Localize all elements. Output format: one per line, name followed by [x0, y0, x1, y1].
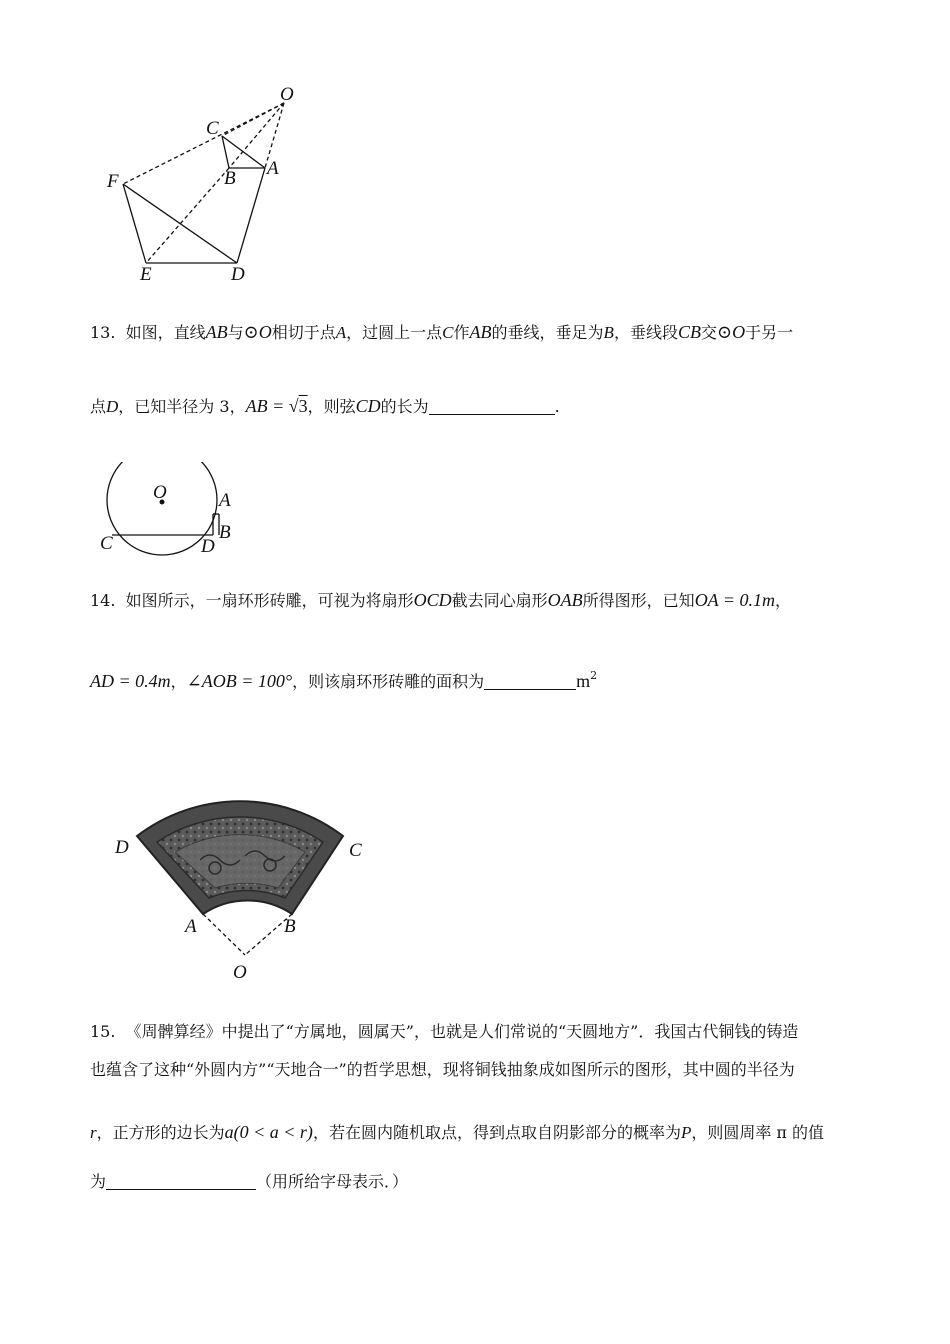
- label-C: C: [349, 840, 362, 861]
- label-D: D: [201, 536, 215, 557]
- answer-blank-15: [106, 1173, 256, 1190]
- circle-figure-13: [95, 462, 245, 562]
- label-C: C: [206, 118, 219, 139]
- brick-carving-figure-14: [105, 790, 385, 985]
- problem-14-line-2: AD = 0.4m，∠AOB = 100°，则该扇环形砖雕的面积为 $m^2$: [90, 669, 598, 691]
- label-O: O: [233, 962, 247, 983]
- problem-13-line-1: 13. 如图，直线AB与⊙O相切于点A，过圆上一点C作AB的垂线，垂足为B，垂线段CB交⊙O于另一: [90, 322, 794, 342]
- problem-14-line-1: 14. 如图所示，一扇环形砖雕，可视为将扇形OCD截去同心扇形OAB所得图形，已知OA = 0.1m，: [90, 590, 792, 610]
- problem-15-line-4: 为 （用所给字母表示．）: [90, 1172, 409, 1191]
- problem-number: 14.: [90, 591, 116, 610]
- problem-15-line-2: 也蕴含了这种“外圆内方”“天地合一”的哲学思想，现将铜钱抽象成如图所示的图形，其中圆的半径为: [90, 1060, 795, 1079]
- problem-15-line-1: 15. 《周髀算经》中提出了“方属地，圆属天”，也就是人们常说的“天圆地方”．我国古代铜钱的铸造: [90, 1022, 799, 1041]
- label-D: D: [115, 837, 129, 858]
- answer-blank-13: [429, 398, 555, 415]
- problem-15-line-3: r，正方形的边长为a(0 < a < r)，若在圆内随机取点，得到点取自阴影部分的概率为P，则圆周率 π 的值: [90, 1122, 825, 1142]
- label-F: F: [107, 171, 119, 192]
- label-B: B: [219, 522, 231, 543]
- problem-13-line-2: 点D，已知半径为 3，AB = √3，则弦CD的长为 .: [90, 396, 560, 416]
- label-A: A: [267, 158, 279, 179]
- label-A: A: [219, 490, 231, 511]
- label-D: D: [231, 264, 245, 285]
- label-B: B: [224, 168, 236, 189]
- answer-blank-14: [484, 673, 576, 690]
- label-O: O: [280, 84, 294, 105]
- label-E: E: [140, 264, 152, 285]
- label-B: B: [284, 916, 296, 937]
- geometry-figure-12: [100, 80, 320, 285]
- label-A: A: [185, 916, 197, 937]
- problem-number: 15.: [90, 1022, 116, 1041]
- label-O: O: [153, 482, 167, 503]
- problem-number: 13.: [90, 323, 116, 342]
- label-C: C: [100, 533, 113, 554]
